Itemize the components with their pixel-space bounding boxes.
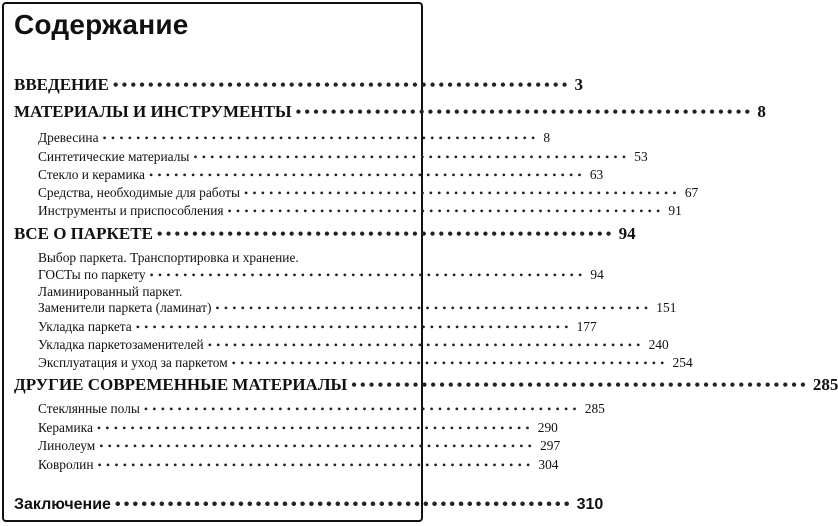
toc-section-label: ВВЕДЕНИЕ — [14, 75, 109, 94]
toc-page-number: 310 — [576, 496, 604, 513]
toc-item-label: Ковролин — [38, 457, 94, 472]
dot-leader: •••••••••••••••••••••••••••••••••••••••••••••••••••• — [97, 458, 535, 472]
toc-page-number: 94 — [618, 224, 636, 243]
toc-page-number: 53 — [634, 149, 648, 164]
toc-page-number: 91 — [668, 203, 682, 218]
toc-page-number: 285 — [812, 375, 838, 394]
dot-leader: •••••••••••••••••••••••••••••••••••••••••••••••••••• — [231, 356, 669, 370]
toc-item-label: Укладка паркета — [38, 319, 132, 334]
toc-item-label: Стекло и керамика — [38, 167, 145, 182]
toc-section-other-materials[interactable] — [14, 374, 838, 397]
toc-page-number: 297 — [540, 438, 561, 453]
toc-item-label: Эксплуатация и уход за паркетом — [38, 355, 228, 370]
toc-section-intro[interactable] — [14, 74, 584, 97]
toc-item[interactable] — [38, 336, 669, 354]
toc-page-number: 304 — [538, 457, 559, 472]
dot-leader: •••••••••••••••••••••••••••••••••••••••••••••••••••• — [149, 268, 587, 282]
toc-item[interactable] — [38, 318, 597, 336]
toc-section-materials[interactable] — [14, 101, 766, 124]
toc-page-number: 151 — [656, 300, 677, 315]
dot-leader: •••••••••••••••••••••••••••••••••••••••••••••••••••• — [148, 168, 586, 182]
dot-leader: •••••••••••••••••••••••••••••••••••••••••••••••••••• — [99, 439, 537, 453]
toc-page-number: 254 — [672, 355, 693, 370]
toc-page — [2, 2, 838, 522]
dot-leader: •••••••••••••••••••••••••••••••••••••••••••••••••••• — [207, 338, 645, 352]
dot-leader: •••••••••••••••••••••••••••••••••••••••••••••••••••• — [156, 226, 615, 243]
toc-page-number: 290 — [537, 420, 558, 435]
toc-item[interactable] — [38, 400, 605, 418]
toc-item-label: Средства, необходимые для работы — [38, 185, 240, 200]
toc-item-label: Стеклянные полы — [38, 401, 140, 416]
toc-section-conclusion[interactable] — [14, 494, 604, 516]
toc-page-number: 285 — [584, 401, 605, 416]
toc-item[interactable] — [38, 354, 693, 372]
toc-page-number: 94 — [590, 267, 604, 282]
dot-leader: •••••••••••••••••••••••••••••••••••••••••••••••••••• — [102, 131, 540, 145]
toc-item-label: Инструменты и приспособления — [38, 203, 224, 218]
toc-item-first-line: Выбор паркета. Транспортировка и хранение. — [38, 250, 299, 265]
toc-item[interactable] — [38, 148, 648, 166]
dot-leader: •••••••••••••••••••••••••••••••••••••••••••••••••••• — [227, 204, 665, 218]
toc-item-first-line: Ламинированный паркет. — [38, 284, 183, 299]
toc-page-number: 177 — [576, 319, 597, 334]
dot-leader: •••••••••••••••••••••••••••••••••••••••••••••••••••• — [295, 104, 754, 121]
dot-leader: •••••••••••••••••••••••••••••••••••••••••••••••••••• — [351, 377, 809, 394]
toc-item-label: Древесина — [38, 130, 99, 145]
page-title: Содержание — [14, 9, 189, 40]
dot-leader: •••••••••••••••••••••••••••••••••••••••••••••••••••• — [193, 150, 631, 164]
toc-item-label: ГОСТы по паркету — [38, 267, 146, 282]
toc-item[interactable] — [38, 437, 561, 455]
toc-page-number: 67 — [684, 185, 699, 200]
toc-item[interactable] — [38, 456, 559, 474]
toc-item-label: Линолеум — [38, 438, 96, 453]
toc-item[interactable] — [38, 184, 699, 202]
toc-item-label: Синтетические материалы — [38, 149, 190, 164]
dot-leader: •••••••••••••••••••••••••••••••••••••••••••••••••••• — [135, 320, 573, 334]
toc-item-label: Керамика — [38, 420, 93, 435]
dot-leader: •••••••••••••••••••••••••••••••••••••••••••••••••••• — [143, 402, 581, 416]
toc-section-label: Заключение — [14, 496, 111, 513]
toc-item[interactable] — [38, 129, 551, 147]
toc-section-label: ВСЕ О ПАРКЕТЕ — [14, 224, 153, 243]
toc-item-label: Укладка паркетозаменителей — [38, 337, 204, 352]
toc-page-number: 8 — [757, 102, 766, 121]
toc-item-label: Заменители паркета (ламинат) — [38, 300, 212, 315]
toc-item[interactable] — [38, 202, 682, 220]
dot-leader: •••••••••••••••••••••••••••••••••••••••••••••••••••• — [114, 496, 573, 513]
toc-page-number: 63 — [589, 167, 604, 182]
dot-leader: •••••••••••••••••••••••••••••••••••••••••••••••••••• — [112, 77, 571, 94]
toc-item[interactable] — [38, 299, 677, 317]
toc-page-number: 3 — [574, 75, 584, 94]
dot-leader: •••••••••••••••••••••••••••••••••••••••••••••••••••• — [243, 186, 681, 200]
toc-section-label: МАТЕРИАЛЫ И ИНСТРУМЕНТЫ — [14, 102, 292, 121]
dot-leader: •••••••••••••••••••••••••••••••••••••••••••••••••••• — [215, 301, 653, 315]
toc-page-number: 8 — [543, 130, 551, 145]
dot-leader: •••••••••••••••••••••••••••••••••••••••••••••••••••• — [96, 421, 534, 435]
toc-section-label: ДРУГИЕ СОВРЕМЕННЫЕ МАТЕРИАЛЫ — [14, 375, 348, 394]
toc-item[interactable] — [38, 266, 604, 284]
toc-section-parquet[interactable] — [14, 223, 636, 246]
toc-item[interactable] — [38, 166, 604, 184]
toc-item[interactable] — [38, 419, 558, 437]
toc-page-number: 240 — [648, 337, 669, 352]
